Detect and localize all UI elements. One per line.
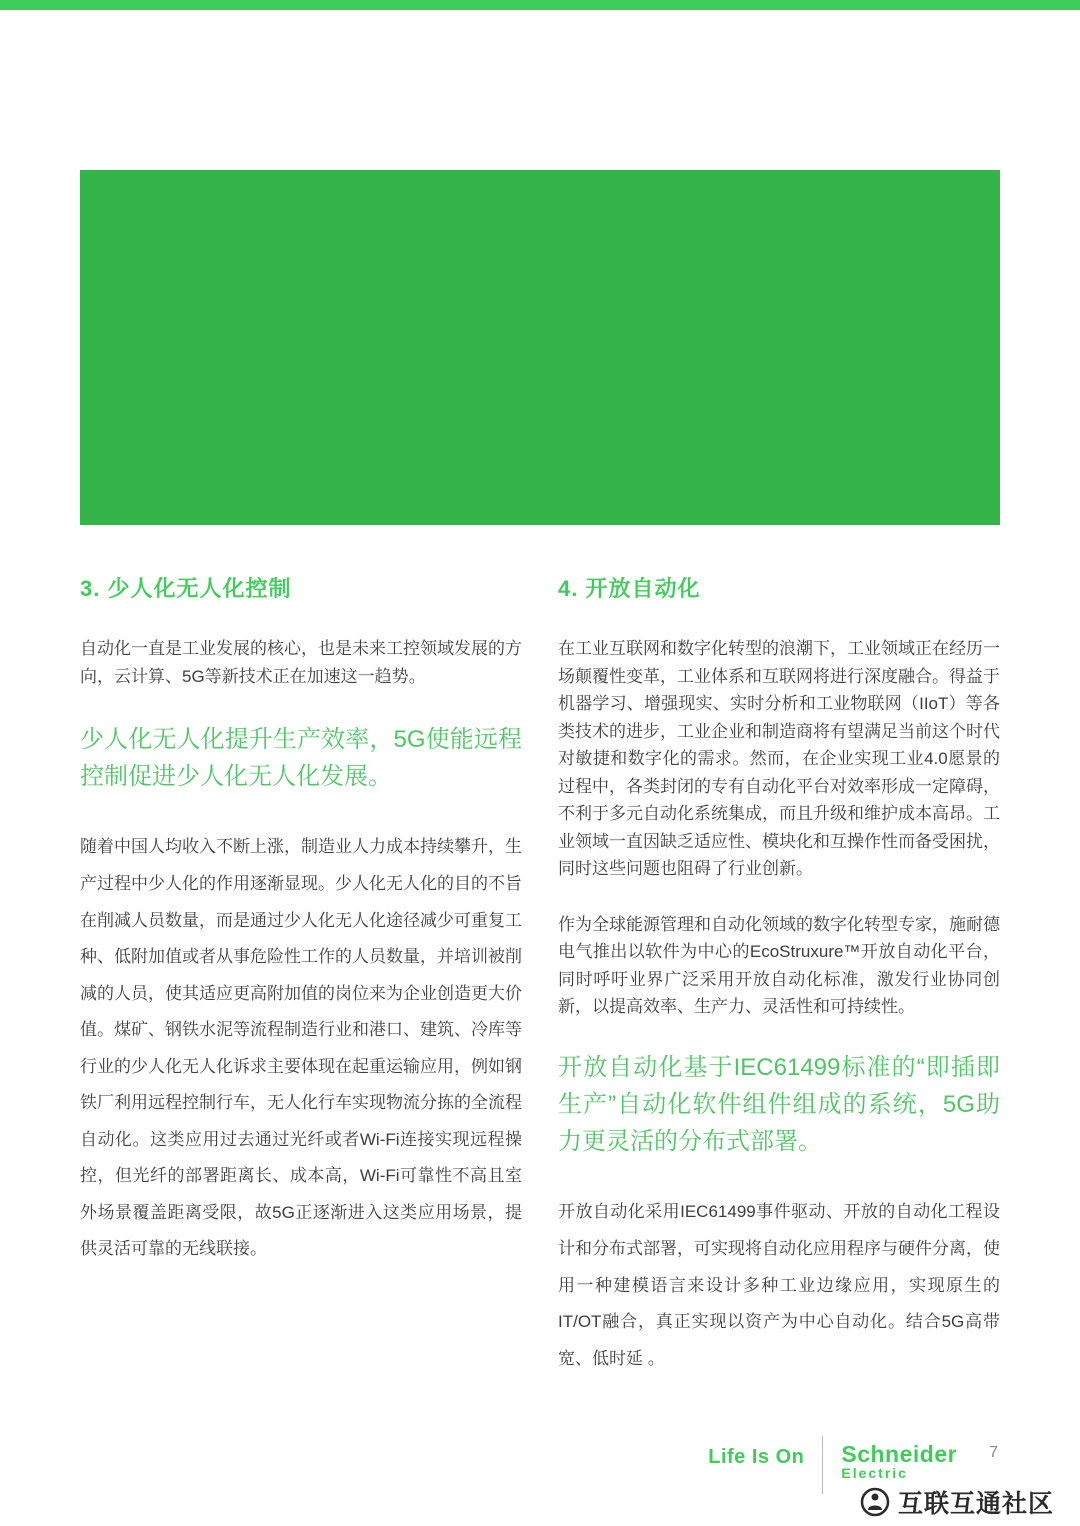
right-column: [558, 572, 1000, 1377]
page-number: 7: [989, 1444, 998, 1461]
footer-divider: [822, 1436, 823, 1494]
hero-image-placeholder: [80, 170, 1000, 525]
section-heading-3: 3. 少人化无人化控制: [80, 576, 292, 601]
left-body-paragraph: 随着中国人均收入不断上涨，制造业人力成本持续攀升，生产过程中少人化的作用逐渐显现。少人化无人化的目的不旨在削减人员数量，而是通过少人化无人化途径减少可重复工种、低附加值或者从事危险性工作的人员数量，并培训被削减的人员，使其适应更高附加值的岗位来为企业创造更大价值。煤矿、钢铁水泥等流程制造行业和港口、建筑、冷库等行业的少人化无人化诉求主要体现在起重运输应用，例如钢铁厂利用远程控制行车，无人化行车实现物流分拣的全流程自动化。这类应用过去通过光纤或者Wi-Fi连接实现远程操控，但光纤的部署距离长、成本高，Wi-Fi可靠性不高且室外场景覆盖距离受限，故5G正逐渐进入这类应用场景，提供灵活可靠的无线联接。: [80, 837, 522, 1259]
left-column: [80, 572, 522, 1377]
watermark-text: 互联互通社区: [897, 1490, 1054, 1518]
brand-subname: Electric: [841, 1465, 908, 1482]
top-accent-bar: [0, 0, 1080, 10]
left-intro-paragraph: 自动化一直是工业发展的核心，也是未来工控领域发展的方向，云计算、5G等新技术正在加速这一趋势。: [80, 639, 522, 687]
schneider-electric-logo: [841, 1436, 957, 1481]
right-callout-statement: 开放自动化基于IEC61499标准的“即插即生产”自动化软件组件组成的系统，5G助力更灵活的分布式部署。: [558, 1053, 1000, 1156]
two-column-layout: [80, 572, 1000, 1377]
right-paragraph-2: 作为全球能源管理和自动化领域的数字化转型专家，施耐德电气推出以软件为中心的EcoStruxure™开放自动化平台，同时呼吁业界广泛采用开放自动化标准，激发行业协同创新，以提高效率、生产力、灵活性和可持续性。: [558, 914, 1000, 1017]
right-paragraph-3: 开放自动化采用IEC61499事件驱动、开放的自动化工程设计和分布式部署，可实现将自动化应用程序与硬件分离，使用一种建模语言来设计多种工业边缘应用，实现原生的IT/OT融合，真正实现以资产为中心自动化。结合5G高带宽、低时延 。: [558, 1202, 1000, 1368]
watermark: [860, 1484, 1054, 1520]
section-heading-4: 4. 开放自动化: [558, 576, 701, 601]
life-is-on-tagline: Life Is On: [708, 1446, 805, 1468]
left-callout-statement: 少人化无人化提升生产效率，5G使能远程控制促进少人化无人化发展。: [80, 726, 522, 791]
right-paragraph-1: 在工业互联网和数字化转型的浪潮下，工业领域正在经历一场颠覆性变革，工业体系和互联网将进行深度融合。得益于机器学习、增强现实、实时分析和工业物联网（IIoT）等各类技术的进步，工业企业和制造商将有望满足当前这个时代对敏捷和数字化的需求。然而，在企业实现工业4.0愿景的过程中，各类封闭的专有自动化平台对效率形成一定障碍，不利于多元自动化系统集成，而且升级和维护成本高昂。工业领域一直因缺乏适应性、模块化和互操作性而备受困扰，同时这些问题也阻碍了行业创新。: [558, 639, 1000, 879]
brand-name: Schneider: [841, 1441, 958, 1467]
watermark-logo-icon: [860, 1487, 890, 1517]
